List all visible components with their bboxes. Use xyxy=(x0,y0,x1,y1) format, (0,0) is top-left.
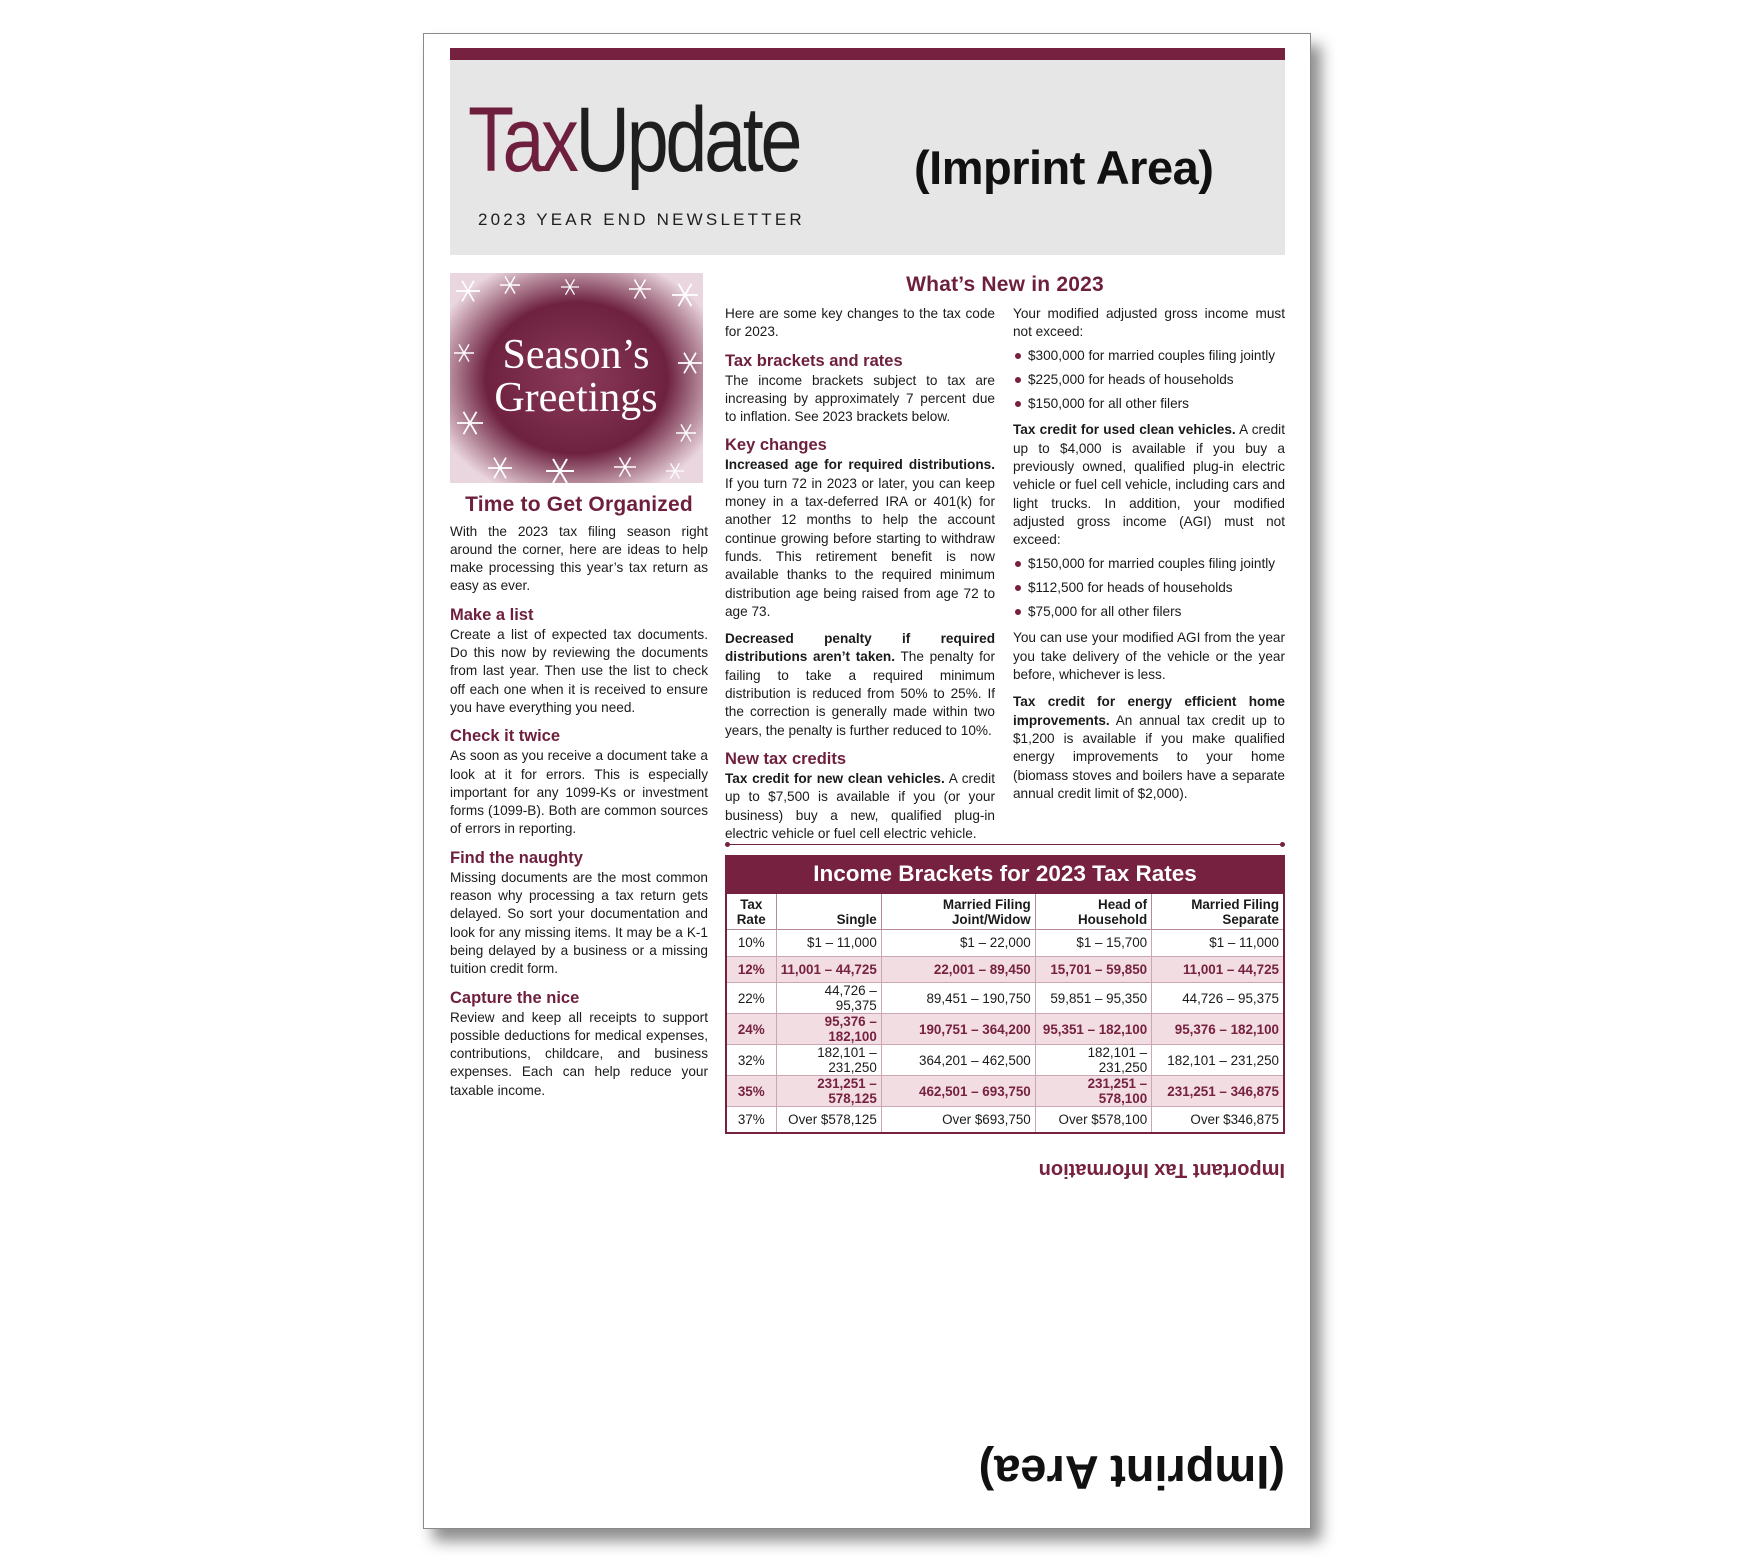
bracket-cell: 95,351 – 182,100 xyxy=(1035,1014,1151,1045)
brackets-table-section xyxy=(725,855,1285,1134)
newsletter-subtitle: 2023 YEAR END NEWSLETTER xyxy=(478,210,805,229)
bracket-cell: Over $693,750 xyxy=(881,1107,1035,1134)
table-row xyxy=(726,1107,1284,1134)
imprint-area-bottom: (Imprint Area) xyxy=(978,1446,1285,1499)
check-twice-heading: Check it twice xyxy=(450,727,561,746)
penalty-lead: Decreased penalty if required distributions aren’t taken. xyxy=(725,631,995,665)
rate-cell: 10% xyxy=(726,930,776,957)
bracket-cell: 231,251 – 578,125 xyxy=(776,1076,881,1107)
bracket-cell: 15,701 – 59,850 xyxy=(1035,956,1151,983)
page-content xyxy=(450,48,1285,1499)
whats-new-intro: Here are some key changes to the tax code for 2023. xyxy=(725,306,995,340)
check-twice-text: As soon as you receive a document take a look at it for errors. This is especially important for any 1099-Ks or investment forms (1099-B). Both are common sources of errors in reporting. xyxy=(450,748,708,837)
list-item: $112,500 for heads of households xyxy=(1013,579,1285,597)
list-item: $75,000 for all other filers xyxy=(1013,603,1285,621)
header-joint: Married Filing Joint/Widow xyxy=(881,893,1035,930)
bracket-cell: 89,451 – 190,750 xyxy=(881,983,1035,1014)
capture-nice-heading: Capture the nice xyxy=(450,988,580,1007)
bracket-cell: $1 – 11,000 xyxy=(1152,930,1284,957)
header-separate: Married Filing Separate xyxy=(1152,893,1284,930)
list-item: $225,000 for heads of households xyxy=(1013,371,1285,389)
table-row xyxy=(726,1045,1284,1076)
bracket-cell: 59,851 – 95,350 xyxy=(1035,983,1151,1014)
bracket-cell: Over $578,125 xyxy=(776,1107,881,1134)
energy-text: An annual tax credit up to $1,200 is available if you make qualified energy improvements to your home (biomass stoves and boilers have a separate annual credit limit of $2,000). xyxy=(1013,712,1285,801)
table-row xyxy=(726,1076,1284,1107)
greeting-line-1: Season’s xyxy=(502,332,650,378)
used-vehicle-lead: Tax credit for used clean vehicles. xyxy=(1013,422,1236,438)
age-lead: Increased age for required distributions. xyxy=(725,457,995,473)
brand-part-update: Update xyxy=(575,89,800,191)
imprint-area-top: (Imprint Area) xyxy=(914,141,1214,194)
whats-new-title: What’s New in 2023 xyxy=(906,273,1104,296)
new-vehicle-lead: Tax credit for new clean vehicles. xyxy=(725,770,945,786)
age-text: If you turn 72 in 2023 or later, you can keep money in a tax-deferred IRA or 401(k) for another 12 months to help the account continue growing before starting to withdraw funds. This retirement benefit is now available thanks to the required minimum distribution age being raised from age 72 to age 73. xyxy=(725,475,995,619)
bracket-cell: 182,101 – 231,250 xyxy=(1035,1045,1151,1076)
used-vehicle-text: A credit up to $4,000 is available if you buy a previously owned, qualified plug-in electric vehicle or fuel cell vehicle, including cars and light trucks. In addition, your modified adjusted gross income (AGI) must not exceed: xyxy=(1013,422,1285,548)
masthead xyxy=(450,60,1285,255)
bracket-cell: 95,376 – 182,100 xyxy=(1152,1014,1284,1045)
make-list-heading: Make a list xyxy=(450,605,534,624)
table-title: Income Brackets for 2023 Tax Rates xyxy=(725,855,1285,892)
bracket-cell: 182,101 – 231,250 xyxy=(1152,1045,1284,1076)
find-naughty-heading: Find the naughty xyxy=(450,848,583,867)
bracket-cell: $1 – 15,700 xyxy=(1035,930,1151,957)
bracket-cell: 95,376 – 182,100 xyxy=(776,1014,881,1045)
table-row xyxy=(726,930,1284,957)
bracket-cell: 182,101 – 231,250 xyxy=(776,1045,881,1076)
newsletter-sheet xyxy=(423,33,1311,1529)
bracket-cell: 190,751 – 364,200 xyxy=(881,1014,1035,1045)
bracket-cell: 11,001 – 44,725 xyxy=(776,956,881,983)
bracket-cell: 11,001 – 44,725 xyxy=(1152,956,1284,983)
brand-logo xyxy=(468,89,800,191)
bracket-cell: 231,251 – 346,875 xyxy=(1152,1076,1284,1107)
table-row xyxy=(726,956,1284,983)
greeting-line-2: Greetings xyxy=(494,375,658,421)
header-household: Head of Household xyxy=(1035,893,1151,930)
rate-cell: 37% xyxy=(726,1107,776,1134)
list-item: $150,000 for all other filers xyxy=(1013,395,1285,413)
bracket-cell: $1 – 11,000 xyxy=(776,930,881,957)
used-vehicle-limits xyxy=(1013,555,1285,622)
capture-nice-text: Review and keep all receipts to support possible deductions for medical expenses, contributions, childcare, and business expenses. Each can help reduce your taxable income. xyxy=(450,1009,708,1098)
bracket-cell: 44,726 – 95,375 xyxy=(776,983,881,1014)
key-changes-heading: Key changes xyxy=(725,436,827,455)
new-vehicle-paragraph xyxy=(725,770,995,843)
table-row xyxy=(726,1014,1284,1045)
bracket-cell: 22,001 – 89,450 xyxy=(881,956,1035,983)
bracket-cell: Over $346,875 xyxy=(1152,1107,1284,1134)
new-credits-heading: New tax credits xyxy=(725,749,847,768)
agi-note: You can use your modified AGI from the year you take delivery of the vehicle or the year before, whichever is less. xyxy=(1013,630,1285,683)
make-list-text: Create a list of expected tax documents. Do this now by reviewing the documents from last year. Then use the list to check off each one when it is received to ensure you have everything you need. xyxy=(450,626,708,715)
rate-cell: 35% xyxy=(726,1076,776,1107)
table-header-row xyxy=(726,893,1284,930)
new-vehicle-text: A credit up to $7,500 is available if you (or your business) buy a new, qualified plug-in electric vehicle or fuel cell electric vehicle. xyxy=(725,770,995,841)
list-item: $150,000 for married couples filing jointly xyxy=(1013,555,1285,573)
bracket-cell: $1 – 22,000 xyxy=(881,930,1035,957)
brackets-text: The income brackets subject to tax are increasing by approximately 7 percent due to inflation. See 2023 brackets below. xyxy=(725,372,995,425)
brand-part-tax: Tax xyxy=(468,89,576,191)
organize-intro: With the 2023 tax filing season right around the corner, here are ideas to help make processing this year’s tax return as easy as ever. xyxy=(450,523,708,594)
find-naughty-text: Missing documents are the most common reason why processing a tax return gets delayed. So sort your documentation and look for any missing items. It may be a K-1 being delayed by a business or a missing tuition credit form. xyxy=(450,869,708,977)
used-vehicle-paragraph xyxy=(1013,421,1285,549)
header-tax-rate: Tax Rate xyxy=(726,893,776,930)
column-middle xyxy=(725,305,995,852)
organize-title: Time to Get Organized xyxy=(465,493,693,517)
section-divider xyxy=(725,844,1285,845)
penalty-text: The penalty for failing to take a required minimum distribution is reduced from 50% to 25%. If the correction is generally made within two years, the penalty is further reduced to 10%. xyxy=(725,649,995,738)
rate-cell: 22% xyxy=(726,983,776,1014)
bracket-cell: 462,501 – 693,750 xyxy=(881,1076,1035,1107)
column-right xyxy=(1013,305,1285,812)
rate-cell: 32% xyxy=(726,1045,776,1076)
energy-lead: Tax credit for energy efficient home improvements. xyxy=(1013,694,1285,728)
bracket-cell: Over $578,100 xyxy=(1035,1107,1151,1134)
brackets-table xyxy=(725,855,1285,1134)
bracket-cell: 231,251 – 578,100 xyxy=(1035,1076,1151,1107)
bracket-cell: 44,726 – 95,375 xyxy=(1152,983,1284,1014)
rate-cell: 12% xyxy=(726,956,776,983)
column-left xyxy=(450,273,708,1109)
header-single: Single xyxy=(776,893,881,930)
age-paragraph xyxy=(725,456,995,621)
table-row xyxy=(726,983,1284,1014)
new-vehicle-limits xyxy=(1013,347,1285,414)
penalty-paragraph xyxy=(725,630,995,740)
rate-cell: 24% xyxy=(726,1014,776,1045)
bracket-cell: 364,201 – 462,500 xyxy=(881,1045,1035,1076)
back-title: Important Tax Information xyxy=(1038,1159,1285,1181)
list-item: $300,000 for married couples filing jointly xyxy=(1013,347,1285,365)
brackets-heading: Tax brackets and rates xyxy=(725,351,903,370)
energy-paragraph xyxy=(1013,693,1285,803)
top-accent-bar xyxy=(450,48,1285,60)
income-intro: Your modified adjusted gross income must not exceed: xyxy=(1013,306,1285,340)
seasons-greetings-image xyxy=(450,273,703,483)
